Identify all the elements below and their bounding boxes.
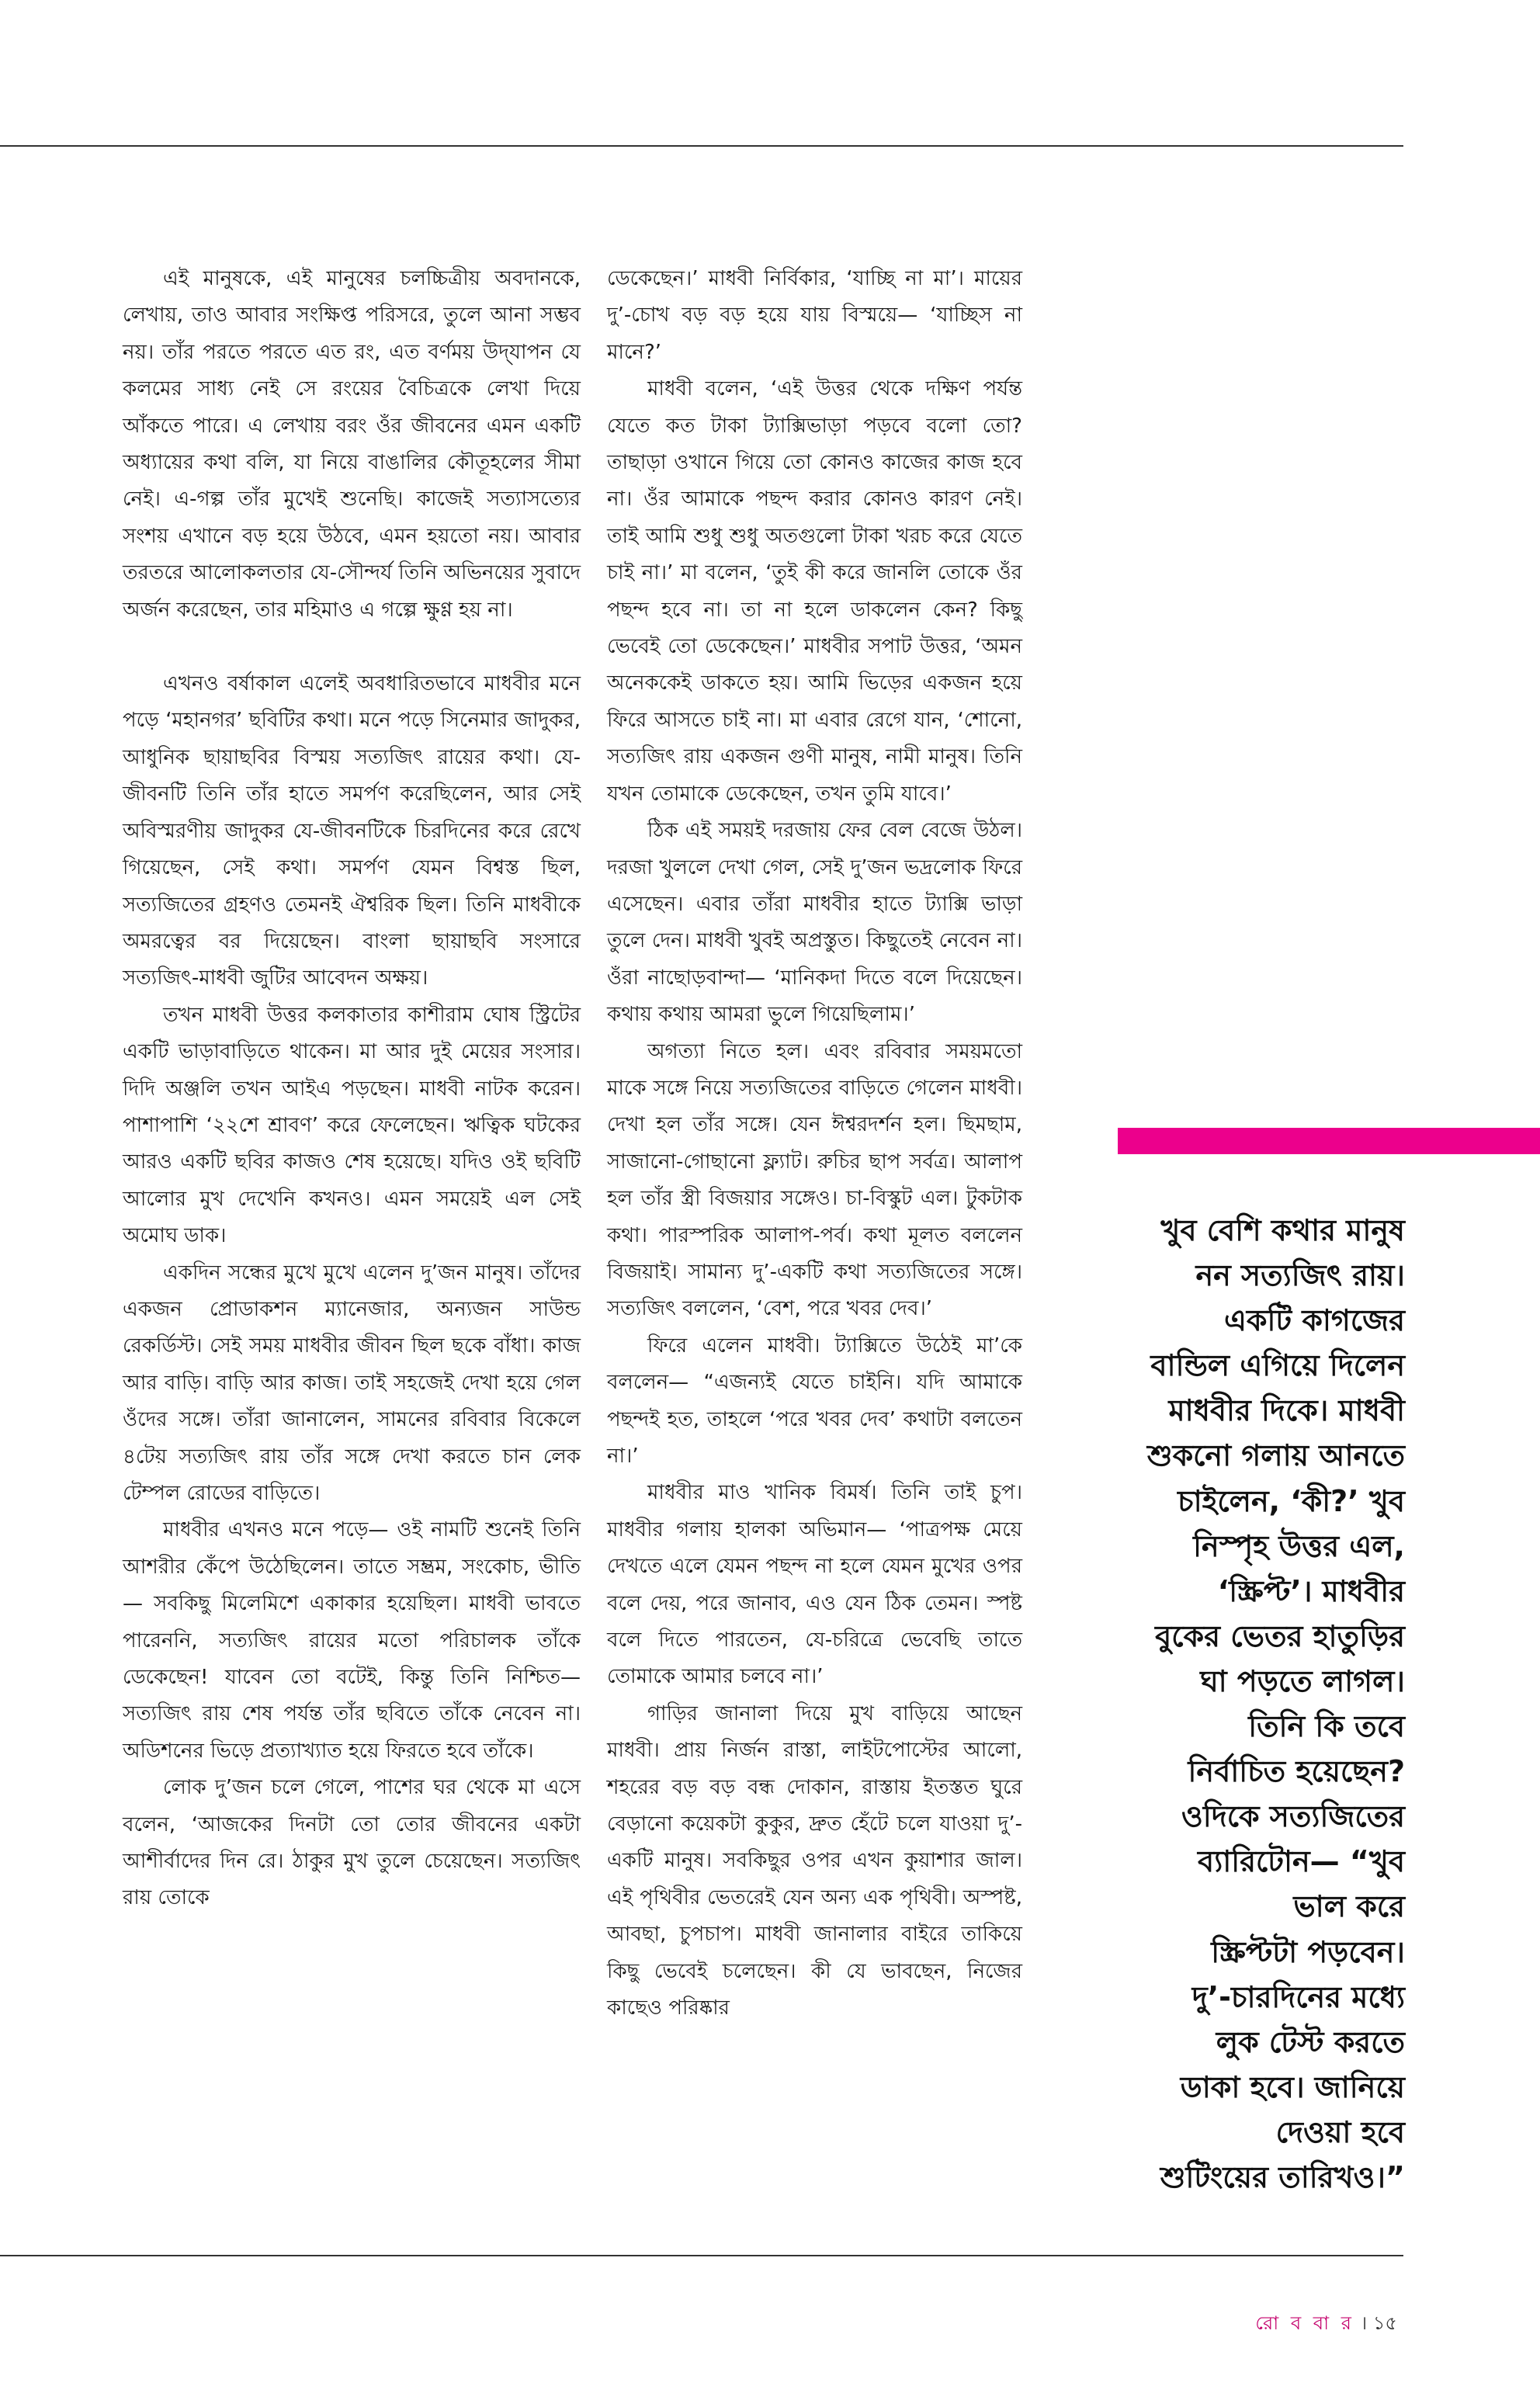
- pull-quote-line: ‘স্ক্রিপ্ট’। মাধবীর: [1217, 1573, 1405, 1608]
- pull-quote-line: ওদিকে সত্যজিতের: [1181, 1799, 1405, 1834]
- pull-quote-line: শুকনো গলায় আনতে: [1146, 1438, 1405, 1473]
- magazine-name: রো ব বা র: [1255, 2312, 1354, 2334]
- pull-quote-line: ঘা পড়তে লাগল।: [1200, 1663, 1405, 1698]
- bottom-rule: [0, 2255, 1403, 2256]
- paragraph: একদিন সন্ধের মুখে মুখে এলেন দু’জন মানুষ। তাঁদের একজন প্রোডাকশন ম্যানেজার, অন্যজন সাউন্ড রেকর্ডিস্ট। সেই সময় মাধবীর জীবন ছিল ছকে বাঁধা। কাজ আর বাড়ি। বাড়ি আর কাজ। তাই সহজেই দেখা হয়ে গেল ওঁদের সঙ্গে। তাঁরা জানালেন, সামনের রবিবার বিকেলে ৪টেয় সত্যজিৎ রায় তাঁর সঙ্গে দেখা করতে চান লেক টেম্পল রোডের বাড়িতে।: [123, 1261, 581, 1505]
- pull-quote-line: দেওয়া হবে: [1275, 2114, 1405, 2149]
- pull-quote-line: ভাল করে: [1293, 1889, 1405, 1924]
- pull-quote-line: দু’-চারদিনের মধ্যে: [1191, 1979, 1405, 2014]
- paragraph: গাড়ির জানালা দিয়ে মুখ বাড়িয়ে আছেন মাধবী। প্রায় নির্জন রাস্তা, লাইটপোস্টের আলো, শহরের বড় বড় বন্ধ দোকান, রাস্তায় ইতস্তত ঘুরে বেড়ানো কয়েকটা কুকুর, দ্রুত হেঁটে চলে যাওয়া দু’-একটি মানুষ। সবকিছুর ওপর এখন কুয়াশার জাল। এই পৃথিবীর ভেতরেই যেন অন্য এক পৃথিবী। অস্পষ্ট, আবছা, চুপচাপ। মাধবী জানালার বাইরে তাকিয়ে কিছু ভেবেই চলেছেন। কী যে ভাবছেন, নিজের কাছেও পরিষ্কার: [607, 1701, 1022, 2020]
- pull-quote-line: লুক টেস্ট করতে: [1216, 2024, 1405, 2059]
- pull-quote-line: নিস্পৃহ উত্তর এল,: [1193, 1528, 1405, 1563]
- folio-separator: ।: [1360, 2312, 1368, 2334]
- article-column-2: [607, 261, 1022, 2027]
- paragraph: এই মানুষকে, এই মানুষের চলচ্চিত্রীয় অবদানকে, লেখায়, তাও আবার সংক্ষিপ্ত পরিসরে, তুলে আনা সম্ভব নয়। তাঁর পরতে পরতে এত রং, এত বর্ণময় উদ্‌যাপন যে কলমের সাধ্য নেই সে রংয়ের বৈচিত্রকে লেখা দিয়ে আঁকতে পারে। এ লেখায় বরং ওঁর জীবনের এমন একটি অধ্যায়ের কথা বলি, যা নিয়ে বাঙালির কৌতূহলের সীমা নেই। এ-গল্প তাঁর মুখেই শুনেছি। কাজেই সত্যাসত্যের সংশয় এখানে বড় হয়ে উঠবে, এমন হয়তো নয়। আবার তরতরে আলোকলতার যে-সৌন্দর্য তিনি অভিনয়ের সুবাদে অর্জন করেছেন, তার মহিমাও এ গল্পে ক্ষুণ্ণ হয় না।: [123, 267, 581, 622]
- paragraph: লোক দু’জন চলে গেলে, পাশের ঘর থেকে মা এসে বলেন, ‘আজকের দিনটা তো তোর জীবনের একটা আশীর্বাদের দিন রে। ঠাকুর মুখ তুলে চেয়েছেন। সত্যজিৎ রায় তোকে: [123, 1776, 581, 1910]
- pull-quote-line: বুকের ভেতর হাতুড়ির: [1155, 1618, 1405, 1653]
- paragraph: মাধবীর মাও খানিক বিমর্ষ। তিনি তাই চুপ। মাধবীর গলায় হালকা অভিমান— ‘পাত্রপক্ষ মেয়ে দেখতে এলে যেমন পছন্দ না হলে যেমন মুখের ওপর বলে দেয়, পরে জানাব, এও যেন ঠিক তেমন। স্পষ্ট বলে দিতে পারতেন, যে-চরিত্রে ভেবেছি তাতে তোমাকে আমার চলবে না।’: [607, 1481, 1022, 1689]
- article-column-1: [123, 261, 581, 1917]
- pull-quote-line: শুটিংয়ের তারিখও।”: [1160, 2159, 1405, 2194]
- paragraph: তখন মাধবী উত্তর কলকাতার কাশীরাম ঘোষ স্ট্রিটের একটি ভাড়াবাড়িতে থাকেন। মা আর দুই মেয়ের সংসার। দিদি অঞ্জলি তখন আইএ পড়ছেন। মাধবী নাটক করেন। পাশাপাশি ‘২২শে শ্রাবণ’ করে ফেলেছেন। ঋত্বিক ঘটকের আরও একটি ছবির কাজও শেষ হয়েছে। যদিও ওই ছবিটি আলোর মুখ দেখেনি কখনও। এমন সময়েই এল সেই অমোঘ ডাক।: [123, 1003, 581, 1248]
- paragraph: মাধবীর এখনও মনে পড়ে— ওই নামটি শুনেই তিনি আশরীর কেঁপে উঠেছিলেন। তাতে সম্ভ্রম, সংকোচ, ভীতি— সবকিছু মিলেমিশে একাকার হয়েছিল। মাধবী ভাবতে পারেননি, সত্যজিৎ রায়ের মতো পরিচালক তাঁকে ডেকেছেন! যাবেন তো বটেই, কিন্তু তিনি নিশ্চিত— সত্যজিৎ রায় শেষ পর্যন্ত তাঁর ছবিতে তাঁকে নেবেন না। অডিশনের ভিড়ে প্রত্যাখ্যাত হয়ে ফিরতে হবে তাঁকে।: [123, 1518, 581, 1763]
- pull-quote-line: নন সত্যজিৎ রায়।: [1195, 1258, 1405, 1293]
- paragraph: অগত্যা নিতে হল। এবং রবিবার সময়মতো মাকে সঙ্গে নিয়ে সত্যজিতের বাড়িতে গেলেন মাধবী। দেখা হল তাঁর সঙ্গে। যেন ঈশ্বরদর্শন হল। ছিমছাম, সাজানো-গোছানো ফ্ল্যাট। রুচির ছাপ সর্বত্র। আলাপ হল তাঁর স্ত্রী বিজয়ার সঙ্গেও। চা-বিস্কুট এল। টুকটাক কথা। পারস্পরিক আলাপ-পর্ব। কথা মূলত বললেন বিজয়াই। সামান্য দু’-একটি কথা সত্যজিতের সঙ্গে। সত্যজিৎ বললেন, ‘বেশ, পরে খবর দেব।’: [607, 1039, 1022, 1321]
- pull-quote-line: ব্যারিটোন— “খুব: [1198, 1844, 1405, 1879]
- pull-quote-line: নির্বাচিত হয়েছেন?: [1188, 1754, 1405, 1789]
- paragraph: এখনও বর্ষাকাল এলেই অবধারিতভাবে মাধবীর মনে পড়ে ‘মহানগর’ ছবিটির কথা। মনে পড়ে সিনেমার জাদুকর, আধুনিক ছায়াছবির বিস্ময় সত্যজিৎ রায়ের কথা। যে-জীবনটি তিনি তাঁর হাতে সমর্পণ করেছিলেন, আর সেই অবিস্মরণীয় জাদুকর যে-জীবনটিকে চিরদিনের করে রেখে গিয়েছেন, সেই কথা। সমর্পণ যেমন বিশ্বস্ত ছিল, সত্যজিতের গ্রহণও তেমনই ঐশ্বরিক ছিল। তিনি মাধবীকে অমরত্বের বর দিয়েছেন। বাংলা ছায়াছবি সংসারে সত্যজিৎ-মাধবী জুটির আবেদন অক্ষয়।: [123, 672, 581, 990]
- paragraph: ঠিক এই সময়ই দরজায় ফের বেল বেজে উঠল। দরজা খুললে দেখা গেল, সেই দু’জন ভদ্রলোক ফিরে এসেছেন। এবার তাঁরা মাধবীর হাতে ট্যাক্সি ভাড়া তুলে দেন। মাধবী খুবই অপ্রস্তুত। কিছুতেই নেবেন না। ওঁরা নাছোড়বান্দা— ‘মানিকদা দিতে বলে দিয়েছেন। কথায় কথায় আমরা ভুলে গিয়েছিলাম।’: [607, 819, 1022, 1027]
- pull-quote-line: তিনি কি তবে: [1248, 1709, 1405, 1744]
- accent-bar: [1118, 1128, 1540, 1154]
- paragraph: ডেকেছেন।’ মাধবী নির্বিকার, ‘যাচ্ছি না মা’। মায়ের দু’-চোখ বড় বড় হয়ে যায় বিস্ময়ে— ‘যাচ্ছিস না মানে?’: [607, 267, 1022, 364]
- pull-quote-line: বান্ডিল এগিয়ে দিলেন: [1150, 1348, 1405, 1383]
- pull-quote-line: স্ক্রিপ্টটা পড়বেন।: [1211, 1934, 1405, 1969]
- pull-quote: [1093, 1208, 1405, 2200]
- paragraph: ফিরে এলেন মাধবী। ট্যাক্সিতে উঠেই মা’কে বললেন— “এজন্যই যেতে চাইনি। যদি আমাকে পছন্দই হত, তাহলে ‘পরে খবর দেব’ কথাটা বলতেন না।’: [607, 1333, 1022, 1468]
- pull-quote-line: মাধবীর দিকে। মাধবী: [1168, 1393, 1405, 1428]
- top-rule: [0, 145, 1403, 147]
- pull-quote-line: একটি কাগজের: [1224, 1303, 1405, 1338]
- pull-quote-line: ডাকা হবে। জানিয়ে: [1180, 2069, 1405, 2104]
- paragraph: মাধবী বলেন, ‘এই উত্তর থেকে দক্ষিণ পর্যন্ত যেতে কত টাকা ট্যাক্সিভাড়া পড়বে বলো তো? তাছাড়া ওখানে গিয়ে তো কোনও কাজের কাজ হবে না। ওঁর আমাকে পছন্দ করার কোনও কারণ নেই। তাই আমি শুধু শুধু অতগুলো টাকা খরচ করে যেতে চাই না।’ মা বলেন, ‘তুই কী করে জানলি তোকে ওঁর পছন্দ হবে না। তা না হলে ডাকলেন কেন? কিছু ভেবেই তো ডেকেছেন।’ মাধবীর সপাট উত্তর, ‘অমন অনেককেই ডাকতে হয়। আমি ভিড়ের একজন হয়ে ফিরে আসতে চাই না। মা এবার রেগে যান, ‘শোনো, সত্যজিৎ রায় একজন গুণী মানুষ, নামী মানুষ। তিনি যখন তোমাকে ডেকেছেন, তখন তুমি যাবে।’: [607, 377, 1022, 806]
- page-folio: [1255, 2309, 1397, 2340]
- pull-quote-line: চাইলেন, ‘কী?’ খুব: [1178, 1483, 1405, 1518]
- page-number: ১৫: [1372, 2312, 1397, 2334]
- pull-quote-line: খুব বেশি কথার মানুষ: [1160, 1213, 1405, 1247]
